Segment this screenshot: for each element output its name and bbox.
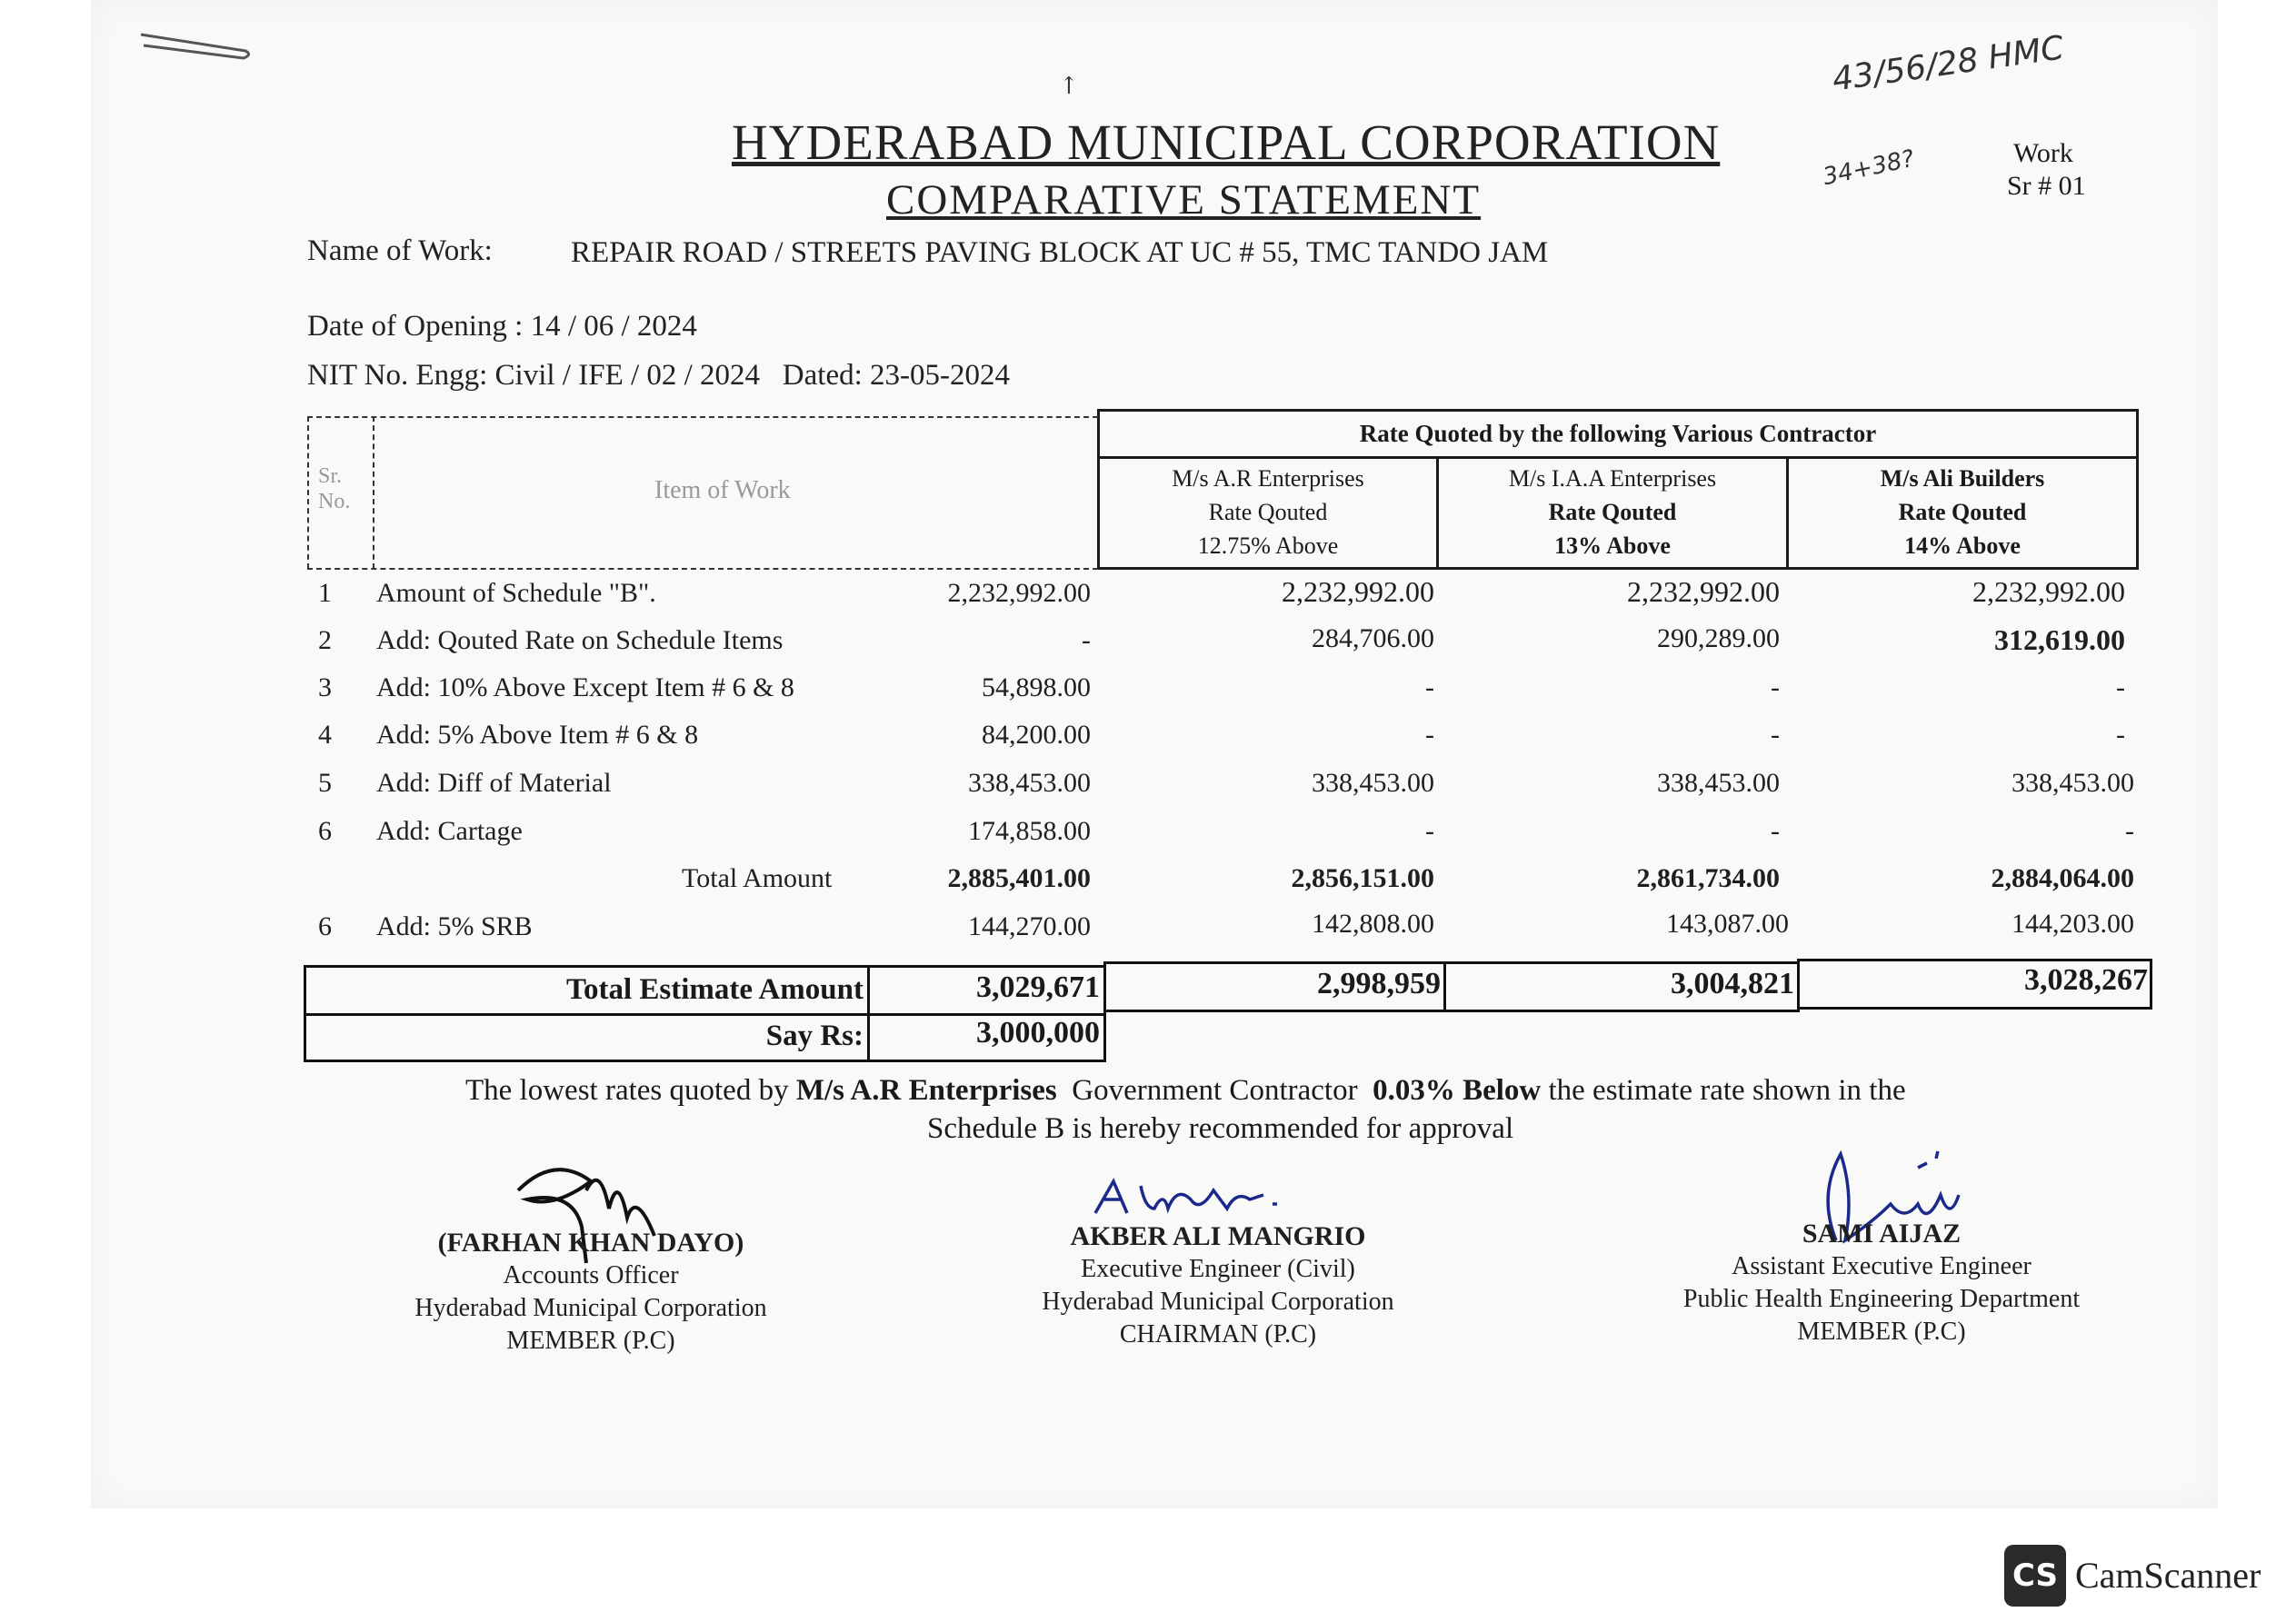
row-estimate: 174,858.00 xyxy=(968,816,1091,846)
contractor-rate: 12.75% Above xyxy=(1197,532,1339,559)
row-estimate: 2,232,992.00 xyxy=(947,578,1091,608)
row-item: Add: 5% SRB xyxy=(376,911,533,941)
row-item: Add: 10% Above Except Item # 6 & 8 xyxy=(376,672,794,702)
row-c2: 2,861,734.00 xyxy=(1636,863,1780,893)
row-c3: - xyxy=(2116,720,2125,750)
signatory-role: CHAIRMAN (P.C) xyxy=(1119,1320,1317,1348)
date-of-opening: Date of Opening : 14 / 06 / 2024 xyxy=(307,310,697,343)
org-title: HYDERABAD MUNICIPAL CORPORATION xyxy=(732,114,1721,170)
signatory-name: AKBER ALI MANGRIO xyxy=(1070,1221,1366,1251)
row-sr: 1 xyxy=(318,578,332,608)
signature-2 xyxy=(1091,1172,1345,1227)
handwritten-ref-2: 34+38? xyxy=(1820,144,1917,192)
work-label: Work xyxy=(2013,138,2073,168)
row-sr: 4 xyxy=(318,720,332,750)
top-mark: ↑ xyxy=(1059,73,1079,100)
item-of-work-header: Item of Work xyxy=(654,476,791,504)
row-c3: 312,619.00 xyxy=(1994,623,2125,656)
row-estimate: 144,270.00 xyxy=(968,911,1091,941)
signatory-name: SAMI AIJAZ xyxy=(1802,1219,1962,1249)
nit-number: NIT No. Engg: Civil / IFE / 02 / 2024 Dated: 23-05-2024 xyxy=(307,359,1011,392)
row-c1: 284,706.00 xyxy=(1312,623,1434,653)
row-c2: - xyxy=(1771,816,1780,846)
total-estimate-value: 3,029,671 xyxy=(976,970,1100,1004)
say-label: Say Rs: xyxy=(765,1020,863,1052)
contractor-name: M/s Ali Builders xyxy=(1880,465,2045,492)
total-estimate-label: Total Estimate Amount xyxy=(566,973,863,1006)
contractor-sub: Rate Qouted xyxy=(1208,499,1328,525)
contractor-sub: Rate Qouted xyxy=(1898,499,2027,525)
row-c3: - xyxy=(2116,672,2125,702)
row-c3: 144,203.00 xyxy=(2011,909,2134,939)
camscanner-logo-icon: CS xyxy=(2004,1545,2066,1607)
signatory-name: (FARHAN KHAN DAYO) xyxy=(437,1228,744,1258)
signatory-title: Accounts Officer xyxy=(503,1261,679,1289)
signatory-3 xyxy=(1663,1218,2100,1348)
recommendation-line1 xyxy=(465,1074,1906,1108)
row-estimate: 84,200.00 xyxy=(982,720,1091,750)
signatory-org: Public Health Engineering Department xyxy=(1682,1285,2081,1313)
row-estimate: 338,453.00 xyxy=(968,768,1091,798)
signatory-role: MEMBER (P.C) xyxy=(1797,1318,1966,1346)
total-c1-value: 2,998,959 xyxy=(1317,967,1441,1000)
rec-part1: The lowest rates quoted by xyxy=(465,1074,796,1107)
row-sr: 2 xyxy=(318,625,332,655)
contractor-rate: 14% Above xyxy=(1904,532,2021,559)
contractor-rate: 13% Above xyxy=(1554,532,1671,559)
contractor-group-header: Rate Quoted by the following Various Contractor xyxy=(1359,420,1877,447)
row-c2: - xyxy=(1771,720,1780,750)
row-c2: - xyxy=(1771,672,1780,702)
row-sr: 6 xyxy=(318,911,332,941)
row-estimate: 2,885,401.00 xyxy=(947,863,1091,893)
row-c3: 338,453.00 xyxy=(2011,768,2134,798)
total-c2-value: 3,004,821 xyxy=(1671,967,1794,1000)
row-item: Amount of Schedule "B". xyxy=(376,578,656,608)
say-value: 3,000,000 xyxy=(976,1016,1100,1050)
contractor-header-2 xyxy=(1439,462,1786,562)
row-c1: - xyxy=(1425,672,1434,702)
rec-part2: Government Contractor xyxy=(1056,1074,1373,1107)
rec-below: 0.03% Below xyxy=(1373,1074,1542,1107)
contractor-header-1 xyxy=(1100,462,1436,562)
row-item: Add: Qouted Rate on Schedule Items xyxy=(376,625,784,655)
row-c2: 338,453.00 xyxy=(1657,768,1780,798)
name-of-work-label: Name of Work: xyxy=(307,234,493,267)
row-estimate: 54,898.00 xyxy=(982,672,1091,702)
row-c2: 143,087.00 xyxy=(1666,909,1789,939)
camscanner-text: CamScanner xyxy=(2075,1555,2261,1596)
row-c1: - xyxy=(1425,720,1434,750)
total-c3-value: 3,028,267 xyxy=(2024,963,2148,997)
contractor-name: M/s I.A.A Enterprises xyxy=(1508,465,1717,492)
work-sr: Sr # 01 xyxy=(2007,171,2086,201)
sr-no-header: Sr. No. xyxy=(318,464,351,513)
signatory-title: Assistant Executive Engineer xyxy=(1732,1252,2031,1280)
signatory-org: Hyderabad Municipal Corporation xyxy=(414,1294,767,1322)
row-item: Total Amount xyxy=(682,863,833,893)
signatory-2 xyxy=(1009,1220,1427,1351)
row-c2: 290,289.00 xyxy=(1657,623,1780,653)
rec-part3: the estimate rate shown in the xyxy=(1541,1074,1906,1107)
row-c1: 2,232,992.00 xyxy=(1282,575,1434,608)
row-c3: - xyxy=(2125,816,2134,846)
row-c1: 338,453.00 xyxy=(1312,768,1434,798)
row-sr: 5 xyxy=(318,768,332,798)
row-c1: 142,808.00 xyxy=(1312,909,1434,939)
doc-title: COMPARATIVE STATEMENT xyxy=(886,176,1482,224)
signatory-title: Executive Engineer (Civil) xyxy=(1081,1255,1355,1283)
row-c3: 2,232,992.00 xyxy=(1972,575,2125,608)
row-item: Add: Cartage xyxy=(376,816,523,846)
row-item: Add: 5% Above Item # 6 & 8 xyxy=(376,720,699,750)
row-c3: 2,884,064.00 xyxy=(1991,863,2134,893)
row-estimate: - xyxy=(1082,625,1091,655)
row-c1: 2,856,151.00 xyxy=(1291,863,1434,893)
signatory-1 xyxy=(382,1227,800,1358)
staple-mark xyxy=(136,27,255,64)
row-item: Add: Diff of Material xyxy=(376,768,612,798)
handwritten-ref-1: 43/56/28 HMC xyxy=(1830,29,2067,99)
rec-contractor: M/s A.R Enterprises xyxy=(795,1074,1057,1107)
signatory-org: Hyderabad Municipal Corporation xyxy=(1042,1288,1394,1316)
row-sr: 6 xyxy=(318,816,332,846)
name-of-work-value: REPAIR ROAD / STREETS PAVING BLOCK AT UC # 55, TMC TANDO JAM xyxy=(571,236,1549,269)
row-c2: 2,232,992.00 xyxy=(1627,575,1780,608)
row-sr: 3 xyxy=(318,672,332,702)
recommendation-line2: Schedule B is hereby recommended for approval xyxy=(927,1112,1514,1145)
row-c1: - xyxy=(1425,816,1434,846)
contractor-header-3 xyxy=(1789,462,2136,562)
contractor-name: M/s A.R Enterprises xyxy=(1172,465,1364,492)
contractor-sub: Rate Qouted xyxy=(1548,499,1677,525)
signatory-role: MEMBER (P.C) xyxy=(506,1327,675,1355)
